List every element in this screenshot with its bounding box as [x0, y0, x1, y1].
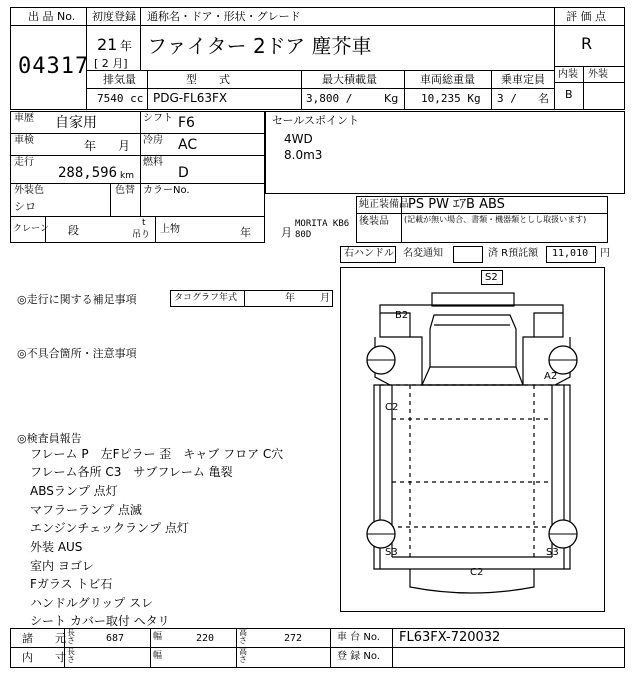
- lot-number: 04317: [18, 54, 90, 79]
- interior-width-label: 幅: [153, 651, 163, 661]
- inspector-line-5: エンジンチェックランプ 点灯: [30, 521, 189, 535]
- year-unit: 年: [120, 39, 133, 53]
- equipment-label: 純正装備品: [359, 199, 409, 210]
- mark-a2: A2: [544, 371, 558, 382]
- lot-label: 出 品 No.: [28, 10, 76, 23]
- inspector-line-4: マフラーランプ 点滅: [30, 503, 142, 517]
- inspection-year: 年: [84, 139, 97, 153]
- exterior-grade-label: 外装: [588, 69, 608, 80]
- inspector-line-2: フレーム各所 C3 サブフレーム 亀裂: [30, 465, 233, 479]
- inspector-line-1: フレーム P 左Fピラー 歪 キャブ フロア C穴: [30, 447, 284, 461]
- mark-b2: B2: [395, 310, 409, 321]
- chassis-value: FL63FX-720032: [399, 630, 501, 645]
- mark-s3-left: S3: [385, 547, 398, 558]
- inspector-line-10: シート カバー取付 ヘタリ: [30, 614, 170, 628]
- length-label: 長さ: [67, 628, 75, 645]
- displacement-value: 7540 cc: [97, 92, 144, 105]
- right-handle-label: 右ハンドル: [344, 248, 394, 259]
- vehicle-name-label: 通称名・ドア・形状・グレード: [147, 10, 301, 23]
- yen-label: 円: [600, 248, 610, 259]
- shift-value: F6: [178, 115, 195, 131]
- crane-stage: 段: [68, 224, 79, 237]
- capacity-value: 3 /: [497, 92, 517, 105]
- model-value: PDG-FL63FX: [153, 91, 228, 105]
- sales-point-line-2: 8.0m3: [284, 148, 323, 162]
- width-label: 幅: [153, 632, 163, 642]
- body-model: 80D: [295, 230, 312, 240]
- recycle-label: 済 R預託額: [488, 248, 539, 259]
- interior-length-label: 長さ: [67, 647, 75, 664]
- inspector-line-7: 室内 ヨゴレ: [30, 559, 94, 573]
- equipment-value: PS PW ｴｱB ABS: [408, 197, 505, 212]
- interior-height-label: 高さ: [239, 647, 247, 664]
- model-label: 型 式: [186, 73, 230, 86]
- history-value: 自家用: [55, 115, 97, 131]
- aftermarket-label: 後装品: [359, 216, 389, 227]
- max-load-value: 3,800 /: [306, 92, 353, 105]
- body-label: 上物: [160, 224, 180, 235]
- mileage-unit: km: [120, 171, 134, 181]
- tachograph-month: 月: [320, 293, 330, 304]
- fuel-label: 燃料: [143, 157, 163, 168]
- name-change-label: 名変通知: [403, 248, 443, 259]
- exterior-color-label: 外装色: [14, 185, 44, 196]
- recycle-value: 11,010: [552, 248, 589, 259]
- width-value: 220: [196, 633, 215, 644]
- exterior-color-value: シロ: [14, 200, 36, 213]
- height-value: 272: [284, 633, 303, 644]
- chassis-label: 車 台 No.: [337, 632, 380, 643]
- gross-weight-value: 10,235 Kg: [421, 92, 481, 105]
- inspection-month: 月: [118, 139, 131, 153]
- inspector-report-label: ◎検査員報告: [17, 432, 82, 445]
- inspector-line-8: Fガラス トビ石: [30, 577, 113, 591]
- mark-s2: S2: [485, 272, 498, 283]
- tachograph-year: 年: [285, 293, 295, 304]
- mark-c2-side: C2: [385, 402, 399, 413]
- footer-frame: [10, 628, 625, 668]
- ac-label: 冷房: [143, 135, 163, 146]
- defect-label: ◎不具合箇所・注意事項: [17, 347, 137, 360]
- fuel-value: D: [178, 165, 189, 181]
- body-maker: MORITA KB6: [295, 219, 350, 229]
- inspector-line-9: ハンドルグリップ スレ: [30, 596, 154, 610]
- body-month: 月: [281, 226, 292, 239]
- truck-diagram: [340, 267, 605, 612]
- mark-s3-right: S3: [546, 547, 559, 558]
- max-load-label: 最大積載量: [322, 73, 377, 86]
- ac-value: AC: [178, 137, 198, 153]
- crane-lift: 吊り: [132, 230, 151, 240]
- mark-c2-rear: C2: [470, 567, 484, 578]
- inspector-line-6: 外装 AUS: [30, 540, 83, 554]
- displacement-label: 排気量: [103, 73, 136, 86]
- capacity-label: 乗車定員: [501, 73, 545, 86]
- sales-points-label: セールスポイント: [272, 114, 360, 127]
- dimensions-label: 諸 元: [22, 632, 66, 645]
- height-label: 高さ: [239, 628, 247, 645]
- crane-ton: t: [142, 218, 146, 228]
- driving-remarks-label: ◎走行に関する補足事項: [17, 293, 137, 306]
- rating-label: 評 価 点: [566, 10, 606, 23]
- first-registration-month: [ 2 月]: [94, 57, 128, 70]
- inspection-label: 車検: [14, 135, 34, 146]
- shift-label: シフト: [143, 113, 173, 124]
- registration-number-label: 登 録 No.: [337, 651, 380, 662]
- rating-value: R: [581, 34, 593, 53]
- mileage-label: 走行: [14, 157, 34, 168]
- aftermarket-note: (記載が無い場合、書類・機器類としし取扱います): [404, 215, 587, 224]
- max-load-unit: Kg: [384, 92, 399, 105]
- history-label: 車歴: [14, 113, 34, 124]
- color-no-label: カラーNo.: [143, 185, 190, 196]
- length-value: 687: [106, 633, 125, 644]
- color-change-label: 色替: [115, 185, 135, 196]
- interior-dimensions-label: 内 寸: [22, 651, 66, 664]
- mileage-value: 288,596: [58, 165, 118, 181]
- first-registration-label: 初度登録: [92, 10, 136, 23]
- interior-grade-label: 内装: [558, 69, 578, 80]
- first-registration-year: 21: [97, 35, 118, 54]
- interior-grade: B: [565, 88, 573, 101]
- vehicle-name: ファイター 2ドア 塵芥車: [147, 34, 372, 58]
- capacity-unit: 名: [538, 92, 549, 105]
- tachograph-label: タコグラフ年式: [174, 293, 238, 303]
- gross-weight-label: 車両総重量: [420, 73, 475, 86]
- crane-label: クレーン: [13, 224, 49, 234]
- inspector-line-3: ABSランプ 点灯: [30, 484, 118, 498]
- sales-point-line-1: 4WD: [284, 132, 313, 146]
- body-year: 年: [240, 226, 251, 239]
